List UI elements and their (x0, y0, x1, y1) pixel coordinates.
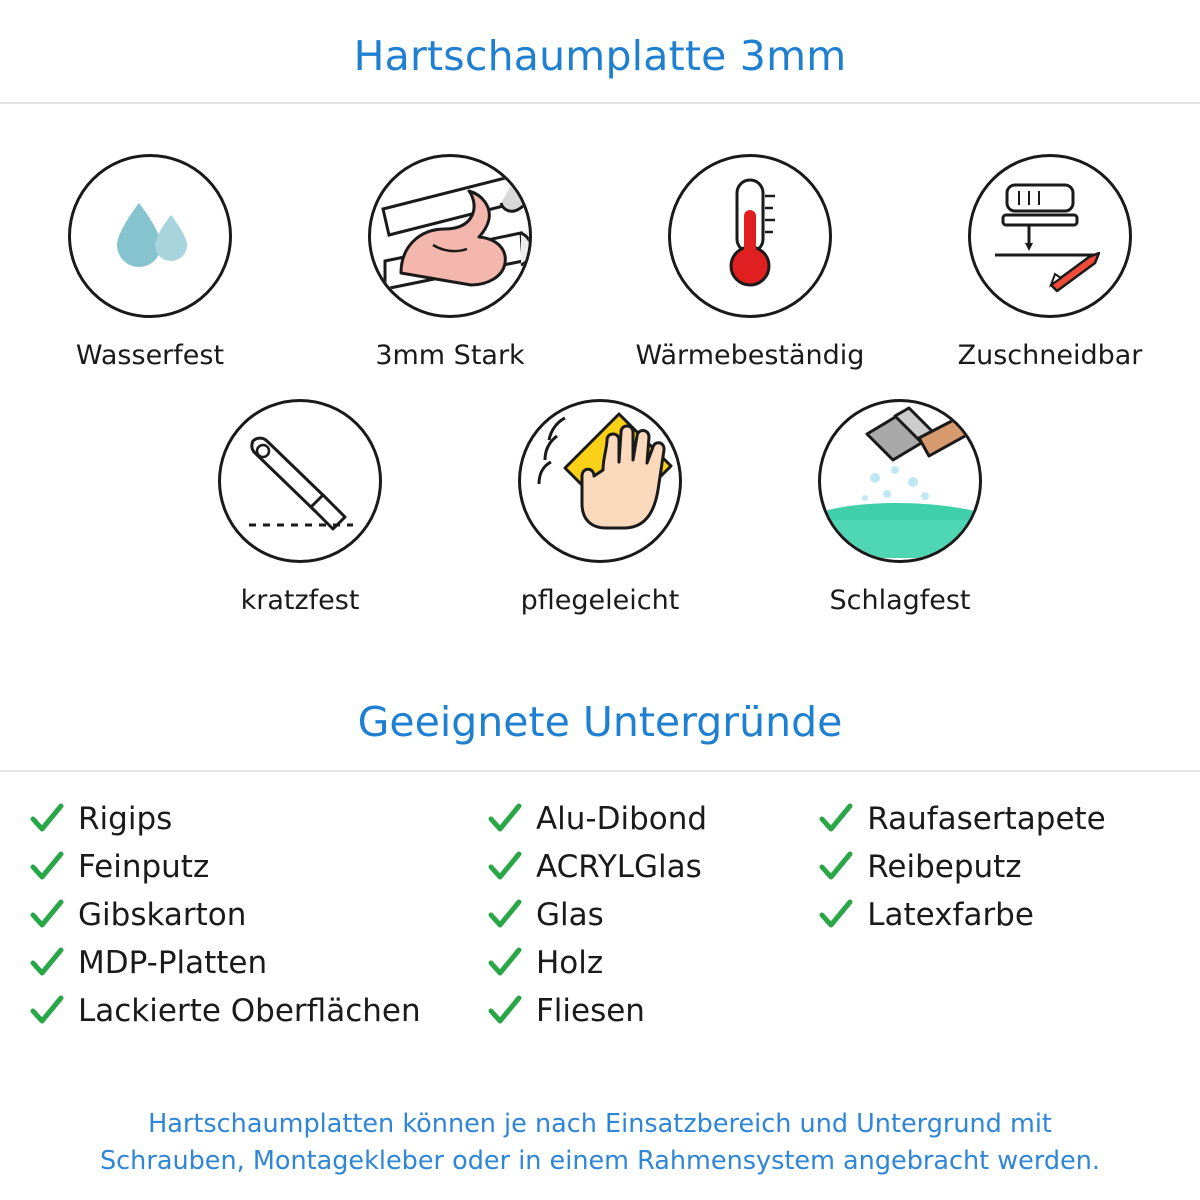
list-item (819, 798, 1170, 840)
feature-icon-circle (368, 154, 532, 318)
substrates-heading: Geeignete Untergründe (357, 698, 843, 746)
jigsaw-cutter-icon (985, 169, 1115, 303)
features-section (0, 104, 1200, 616)
feature-schlagfest (750, 399, 1050, 616)
feature-icon-circle (668, 154, 832, 318)
list-item (488, 798, 819, 840)
list-item-label: Holz (535, 945, 604, 981)
saw-blade-icon (235, 419, 365, 543)
feature-pflegeleicht (450, 399, 750, 616)
list-item-label: Raufasertapete (867, 801, 1106, 837)
list-item (30, 846, 488, 888)
thermometer-icon (695, 174, 805, 298)
feature-icon-circle (68, 154, 232, 318)
list-item (30, 942, 488, 984)
list-item (488, 846, 819, 888)
list-item-label: Glas (535, 897, 604, 933)
list-item (819, 894, 1170, 936)
feature-label: kratzfest (240, 585, 360, 616)
feature-icon-circle (968, 154, 1132, 318)
feature-label: Schlagfest (829, 585, 971, 616)
list-item (819, 846, 1170, 888)
list-item (488, 990, 819, 1032)
check-icon (819, 851, 853, 883)
check-icon (30, 851, 64, 883)
check-icon (819, 899, 853, 931)
substrates-column-2 (488, 798, 819, 1038)
check-icon (30, 899, 64, 931)
feature-3mm-stark (300, 154, 600, 371)
feature-icon-circle (218, 399, 382, 563)
list-item-label: Fliesen (535, 993, 645, 1029)
check-icon (819, 803, 853, 835)
list-item-label: Feinputz (78, 849, 210, 885)
check-icon (488, 851, 522, 883)
substrates-list (0, 772, 1200, 1038)
list-item (488, 942, 819, 984)
cleaning-hand-cloth-icon (521, 400, 679, 562)
check-icon (488, 947, 522, 979)
check-icon (488, 803, 522, 835)
list-item-label: Lackierte Oberflächen (78, 993, 421, 1029)
feature-zuschneidbar (900, 154, 1200, 371)
list-item (488, 894, 819, 936)
list-item-label: Gibskarton (78, 897, 247, 933)
water-drops-icon (95, 179, 205, 293)
footer-note-line-1: Hartschaumplatten können je nach Einsatzbereich und Untergrund mit (148, 1109, 1052, 1140)
list-item-label: Reibeputz (867, 849, 1022, 885)
footer-note (0, 1106, 1200, 1180)
list-item (30, 798, 488, 840)
flexed-arm-icon (371, 155, 529, 317)
check-icon (30, 947, 64, 979)
check-icon (488, 899, 522, 931)
feature-label: Wärmebeständig (635, 340, 865, 371)
feature-icon-circle (818, 399, 982, 563)
feature-icon-circle (518, 399, 682, 563)
hammer-impact-icon (821, 400, 979, 562)
list-item-label: Rigips (78, 801, 173, 837)
feature-label: Wasserfest (75, 340, 225, 371)
feature-kratzfest (150, 399, 450, 616)
feature-label: Zuschneidbar (957, 340, 1143, 371)
feature-wasserfest (0, 154, 300, 371)
check-icon (30, 995, 64, 1027)
footer-note-line-2: Schrauben, Montagekleber oder in einem Rahmensystem angebracht werden. (99, 1146, 1101, 1177)
features-row-1 (0, 154, 1200, 371)
list-item (30, 990, 488, 1032)
feature-label: 3mm Stark (375, 340, 525, 371)
list-item (30, 894, 488, 936)
list-item-label: ACRYLGlas (535, 849, 702, 885)
check-icon (30, 803, 64, 835)
substrates-column-3 (819, 798, 1170, 1038)
list-item-label: Latexfarbe (867, 897, 1034, 933)
feature-label: pflegeleicht (520, 585, 680, 616)
list-item-label: Alu-Dibond (535, 801, 708, 837)
features-row-2 (0, 399, 1200, 616)
check-icon (488, 995, 522, 1027)
page-title: Hartschaumplatte 3mm (353, 32, 847, 80)
substrates-column-1 (30, 798, 488, 1038)
list-item-label: MDP-Platten (78, 945, 268, 981)
feature-waermebestaendig (600, 154, 900, 371)
